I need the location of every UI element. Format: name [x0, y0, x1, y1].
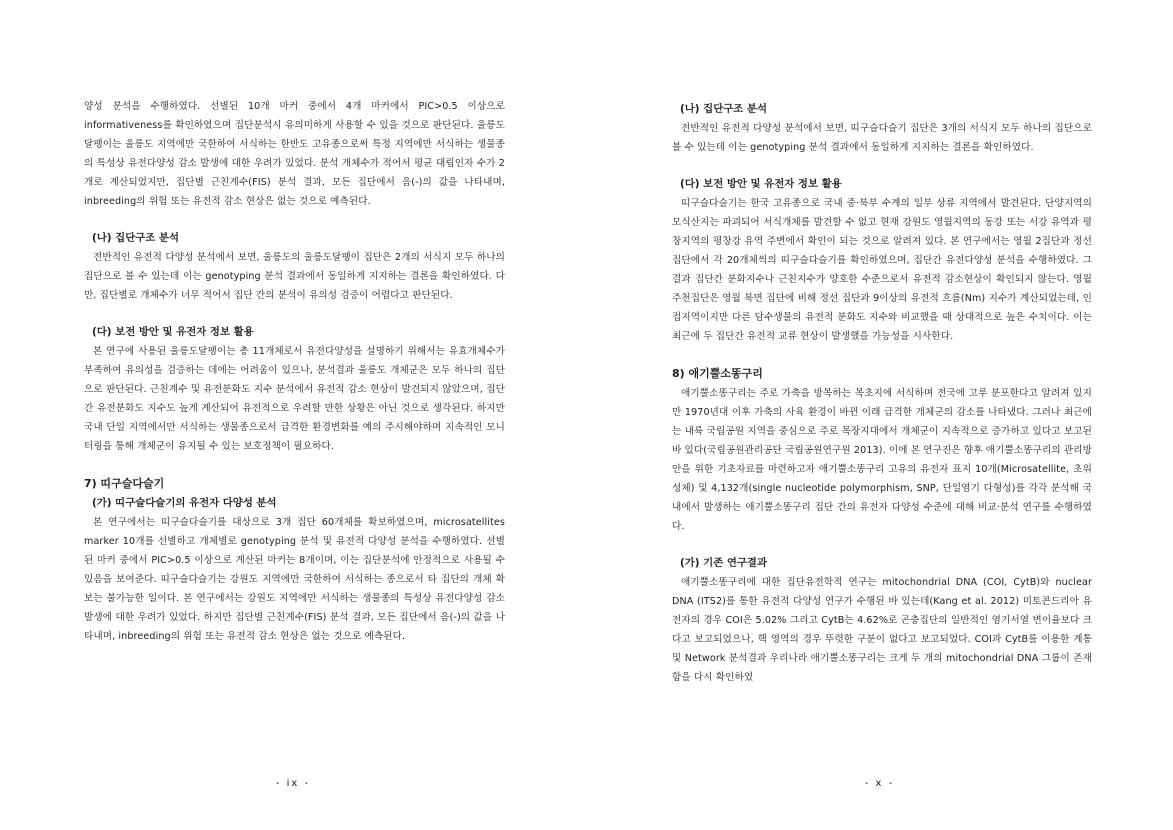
page-number: - x -	[864, 778, 895, 789]
paragraph-genetic-diversity-continued: 양성 분석을 수행하였다. 선별된 10개 마커 중에서 4개 마커에서 PIC>0.5 이상으로 informativeness를 확인하였으며 집단분석시 유의미하게 사용할 수 있을 것으로 판단된다. 울릉도달팽이는 울릉도 지역에만 국한하여 서식하는 한반도 고유종으로써 특정 지역에만 서식하는 생물종의 특성상 유전다양성 감소 발생에 대한 우려가 있었다. 분석 개체수가 적어서 평균 대립인자 수가 2개로 계산되었지만, 집단별 근친계수(FIS) 분석 결과, 모든 집단에서 음(-)의 값을 나타내며, inbreeding의 위험 또는 유전적 감소 현상은 없는 것으로 예측된다.	[84, 101, 505, 207]
page-number: - ix -	[275, 778, 311, 789]
heading-conservation-plan: (다) 보전 방안 및 유전자 정보 활용	[92, 326, 254, 338]
left-column	[84, 97, 505, 646]
heading-conservation-plan: (다) 보전 방안 및 유전자 정보 활용	[680, 178, 842, 190]
page-x	[586, 0, 1173, 830]
paragraph-conservation-plan: 띠구슬다슬기는 한국 고유종으로 국내 중·북부 수계의 일부 상류 지역에서 발견된다. 단양지역의 모식산지는 파괴되어 서식개체를 발견할 수 없고 현재 강원도 영월지역의 동강 또는 서강 유역과 평창지역의 평창강 유역 주변에서 확인이 되는 것으로 알려져 있다. 본 연구에서는 영월 2집단과 정선 집단에서 각 20개체씩의 띠구슬다슬기를 확인하였으며, 집단간 유전다양성 분석을 수행하였다. 그 결과 집단간 분화지수나 근친지수가 양호한 수준으로서 유전적 감소현상이 확인되지 않는다. 영월 주천집단은 영월 북면 집단에 비해 정선 집단과 9이상의 유전적 흐름(Nm) 지수가 계산되었는데, 인접지역이지만 다른 담수생물의 유전적 분화도 지수와 비교했을 때 상대적으로 높은 수치이다. 이는 최근에 두 집단간 유전적 교류 현상이 발생했을 가능성을 시사한다.	[672, 198, 1092, 342]
heading-gene-diversity-analysis: (가) 띠구슬다슬기의 유전자 다양성 분석	[92, 497, 277, 509]
right-column	[672, 100, 1092, 687]
paragraph-dung-beetle-intro: 애기뿔소똥구리는 주로 가축을 방목하는 목초지에 서식하며 전국에 고루 분포한다고 알려져 있지만 1970년대 이후 가축의 사육 환경이 바뀐 이래 급격한 개체군의 감소를 나타냈다. 그러나 최근에는 내륙 국립공원 지역을 중심으로 주로 목장지대에서 개체군이 지속적으로 증가하고 있다고 보고된 바 있다(국립공원관리공단 국립공원연구원 2013). 이에 본 연구진은 향후 애기뿔소똥구리의 관리방안을 위한 기초자료를 마련하고자 애기뿔소똥구리 고유의 유전자 표지 10개(Microsatellite, 초위성체) 및 4,132개(single nucleotide polymorphism, SNP, 단일염기 다형성)를 각각 분석해 국내에서 발생하는 애기뿔소똥구리 집단 간의 유전자 다양성 수준에 대해 비교·분석 연구를 수행하였다.	[672, 388, 1092, 532]
paragraph-previous-research: 애기뿔소똥구리에 대한 집단유전학적 연구는 mitochondrial DNA (COI, CytB)와 nuclear DNA (ITS2)를 통한 유전적 다양성 연구가 수행된 바 있는데(Kang et al. 2012) 미토콘드리아 유전자의 경우 COI은 5.02% 그리고 CytB는 4.62%로 곤충집단의 일반적인 염기서열 변이율보다 크다고 보고되었으나, 핵 영역의 경우 뚜렷한 구분이 없다고 보고되었다. COI과 CytB를 이용한 계통 및 Network 분석결과 우리나라 애기뿔소똥구리는 크게 두 개의 mitochondrial DNA 그룹이 존재함을 다시 확인하였	[672, 577, 1092, 683]
page-ix	[0, 0, 586, 830]
paragraph-population-structure: 전반적인 유전적 다양성 분석에서 보면, 울릉도의 울릉도달팽이 집단은 2개의 서식지 모두 하나의 집단으로 볼 수 있는데 이는 genotyping 분석 결과에서 동일하게 지지하는 결론을 확인하였다. 다만, 집단별로 개체수가 너무 적어서 집단 간의 분석이 유의성 검증이 어렵다고 판단된다.	[84, 252, 505, 301]
heading-population-structure: (나) 집단구조 분석	[92, 232, 179, 244]
heading-previous-research: (가) 기존 연구결과	[680, 557, 767, 569]
heading-population-structure: (나) 집단구조 분석	[680, 103, 767, 115]
section-heading-8: 8) 애기뿔소똥구리	[672, 367, 763, 380]
section-heading-7: 7) 띠구슬다슬기	[84, 477, 165, 490]
paragraph-population-structure: 전반적인 유전적 다양성 분석에서 보면, 띠구슬다슬기 집단은 3개의 서식지 모두 하나의 집단으로 볼 수 있는데 이는 genotyping 분석 결과에서 동일하게 지지하는 결론을 확인하였다.	[672, 123, 1092, 153]
paragraph-conservation-plan: 본 연구에 사용된 울릉도달팽이는 총 11개체로서 유전다양성을 설명하기 위해서는 유효개체수가 부족하여 유의성을 검증하는 데에는 어려움이 있으나, 분석결과 울릉도 개체군은 모두 하나의 집단으로 판단된다. 근친계수 및 유전분화도 지수 분석에서 유전적 감소 현상이 발견되지 않았으며, 집단간 유전분화도 지수도 높게 계산되어 유전적으로 우려할 만한 상황은 아닌 것으로 생각된다. 하지만 국내 단일 지역에서만 서식하는 생물종으로서 급격한 환경변화를 예의 주시해야하며 지속적인 모니터링을 통해 개체군이 유지될 수 있는 보호정책이 필요하다.	[84, 346, 505, 452]
paragraph-gene-diversity-analysis: 본 연구에서는 띠구슬다슬기를 대상으로 3개 집단 60개체를 확보하였으며, microsatellites marker 10개를 선별하고 개체별로 genotyping 분석 및 유전적 다양성 분석을 수행하였다. 선별된 마커 중에서 PIC>0.5 이상으로 계산된 마커는 8개이며, 이는 집단분석에 안정적으로 사용될 수 있음을 보여준다. 띠구슬다슬기는 강원도 지역에만 국한하여 서식하는 종으로서 타 집단의 개체 확보는 불가능한 일이다. 본 연구에서는 강원도 지역에만 서식하는 생물종의 특성상 유전다양성 감소 발생에 대한 우려가 있었다. 하지만 집단별 근친계수(FIS) 분석 결과, 모든 집단에서 음(-)의 값을 나타내며, inbreeding의 위험 또는 유전적 감소 현상은 없는 것으로 예측된다.	[84, 517, 505, 642]
